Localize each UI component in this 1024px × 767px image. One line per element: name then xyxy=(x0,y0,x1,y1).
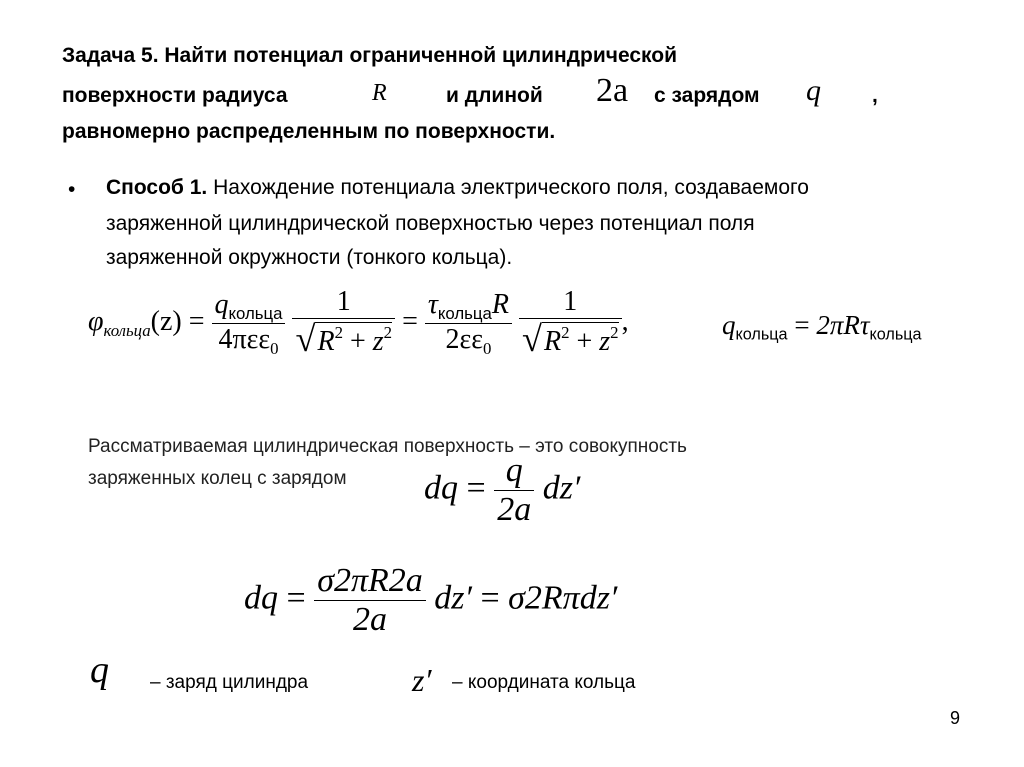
sqrt-a xyxy=(315,322,392,358)
method-text-1: Нахождение потенциала электрического поля, создаваемого xyxy=(213,176,809,199)
formula-dq xyxy=(424,452,580,529)
den-4pi: 4πεε xyxy=(218,324,271,356)
z-a-sup: 2 xyxy=(383,322,393,342)
phi-arg: (z) xyxy=(150,305,182,337)
title-comma: , xyxy=(872,84,878,107)
dq-sigma-lhs: dq xyxy=(244,579,278,617)
dq-num: q xyxy=(505,452,523,489)
R-b-sup: 2 xyxy=(561,322,570,342)
method-label: Способ 1. xyxy=(106,176,208,199)
dq-sigma-den: 2a xyxy=(314,600,426,639)
page-number: 9 xyxy=(950,708,961,728)
formula-ring-potential xyxy=(88,286,629,361)
problem-title-line2 xyxy=(62,84,288,108)
legend-q-symbol: q xyxy=(90,649,109,691)
q-ring-sub: кольца xyxy=(735,325,788,344)
title-text-charge: с зарядом xyxy=(654,84,760,107)
title-text-length: и длиной xyxy=(446,84,543,107)
eq-3: = xyxy=(794,310,810,340)
R-a-sup: 2 xyxy=(334,322,343,342)
R-b: R xyxy=(543,325,562,357)
dq-sigma-num: σ2πR2a xyxy=(317,562,423,599)
dq-sigma-mid: dz′ xyxy=(434,579,472,617)
method-line2: заряженной цилиндрической поверхностью через потенциал поля xyxy=(106,212,755,235)
legend-q-text: – заряд цилиндра xyxy=(150,672,309,693)
dq-sigma-eq2: = xyxy=(480,579,500,617)
ring-charge-rhs: 2πRτ xyxy=(816,310,870,340)
den-4pi-sub: 0 xyxy=(270,338,279,358)
problem-title-line1: Задача 5. Найти потенциал ограниченной цилиндрической xyxy=(62,44,678,67)
title-text-radius: поверхности радиуса xyxy=(62,84,288,107)
dq-den: 2a xyxy=(494,490,534,529)
den-2ee-sub: 0 xyxy=(482,338,492,358)
z-b: z xyxy=(599,325,611,357)
frac-q-over-2a xyxy=(494,452,534,529)
one-b: 1 xyxy=(563,286,578,317)
frac-sigma xyxy=(314,562,426,639)
dq-rhs: dz′ xyxy=(542,469,581,507)
var-q: q xyxy=(806,74,821,107)
paragraph-line1: Рассматриваемая цилиндрическая поверхность – это совокупность xyxy=(88,436,687,457)
phi-symbol xyxy=(88,305,182,340)
method-line1 xyxy=(106,176,809,200)
frac-1-over-sqrt-a xyxy=(292,286,395,361)
dq-sigma-eq: = xyxy=(286,579,306,617)
eq-2: = xyxy=(402,305,418,337)
frac-1-over-sqrt-b xyxy=(519,286,622,361)
formula-ring-charge xyxy=(722,310,922,345)
q-ring: q xyxy=(722,310,736,340)
var-2a xyxy=(596,72,628,110)
var-R: R xyxy=(372,80,387,106)
bullet: • xyxy=(68,178,76,201)
tau-sub: кольца xyxy=(437,303,492,323)
sqrt-b xyxy=(542,322,619,358)
paragraph-line2: заряженных колец с зарядом xyxy=(88,468,347,489)
q-num: q xyxy=(214,288,229,320)
comma-1: , xyxy=(621,305,629,337)
den-2ee: 2εε xyxy=(445,324,483,356)
one-a: 1 xyxy=(336,286,351,317)
phi: φ xyxy=(88,305,104,337)
legend-z-symbol: z′ xyxy=(412,662,432,698)
legend-z-text: – координата кольца xyxy=(452,672,636,693)
phi-sub: кольца xyxy=(103,320,151,340)
eq-1: = xyxy=(188,305,205,337)
frac-q-over-4pi xyxy=(212,289,286,358)
z-a: z xyxy=(372,325,384,357)
q-num-sub: кольца xyxy=(228,303,283,323)
z-b-sup: 2 xyxy=(610,322,619,342)
dq-lhs: dq xyxy=(424,469,458,507)
frac-tau-R xyxy=(425,289,512,358)
formula-dq-sigma xyxy=(244,562,617,639)
ring-charge-rhs-sub: кольца xyxy=(869,325,922,344)
var-2a-text: 2a xyxy=(596,72,629,109)
problem-title-line3: равномерно распределенным по поверхности. xyxy=(62,120,556,143)
plus-a: + xyxy=(349,325,366,357)
tau: τ xyxy=(427,288,438,320)
radical-a: √ xyxy=(295,319,316,360)
R-a: R xyxy=(317,325,335,357)
dq-eq: = xyxy=(466,469,486,507)
plus-b: + xyxy=(576,325,593,357)
dq-sigma-rhs: σ2Rπdz′ xyxy=(508,579,618,617)
R-tau: R xyxy=(491,288,509,320)
radical-b: √ xyxy=(521,319,542,360)
method-line3: заряженной окружности (тонкого кольца). xyxy=(106,246,513,269)
